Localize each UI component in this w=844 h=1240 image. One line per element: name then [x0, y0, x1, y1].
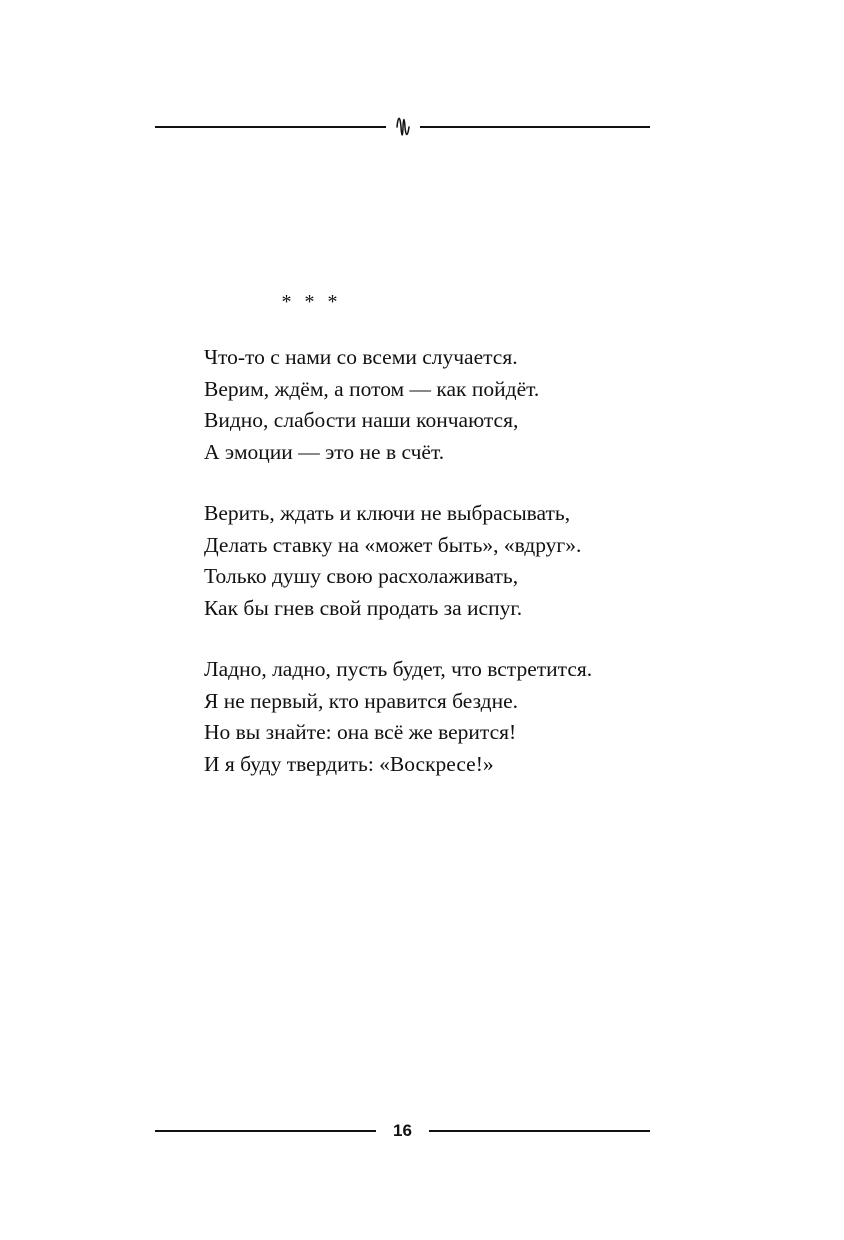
poem-separator: * * *: [281, 291, 342, 313]
page-number: 16: [393, 1120, 412, 1140]
footer-rule-right: [429, 1130, 650, 1132]
poem-line: Как бы гнев свой продать за испуг.: [204, 595, 523, 620]
poem-line: Что-то с нами со всеми случается.: [204, 345, 518, 369]
poem-line: Видно, слабости наши кончаются,: [204, 408, 519, 432]
poem-line: Делать ставку на «может быть», «вдруг».: [204, 532, 582, 557]
poem-stanza: [204, 498, 674, 624]
poem-line: Верим, ждём, а потом — как пойдёт.: [204, 376, 540, 401]
poem-line: И я буду твердить: «Воскресе!»: [204, 751, 494, 776]
footer-rule-left: [155, 1130, 376, 1132]
squiggle-ornament-icon: [386, 110, 420, 144]
header-ornament-rule: [155, 110, 650, 144]
poem-body: [204, 292, 674, 780]
poem-line: Но вы знайте: она всё же верится!: [204, 720, 517, 744]
poem-line: Ладно, ладно, пусть будет, что встретится.: [204, 657, 593, 681]
poem-stanza: [204, 342, 674, 468]
poem-line: Только душу свою расхолаживать,: [204, 564, 519, 588]
page-footer: [155, 1121, 650, 1141]
poem-line: Я не первый, кто нравится бездне.: [204, 688, 519, 713]
header-rule-right: [420, 126, 651, 128]
poem-line: А эмоции — это не в счёт.: [204, 439, 445, 464]
poem-line: Верить, ждать и ключи не выбрасывать,: [204, 501, 571, 525]
poem-stanza: [204, 654, 674, 780]
header-rule-left: [155, 126, 386, 128]
